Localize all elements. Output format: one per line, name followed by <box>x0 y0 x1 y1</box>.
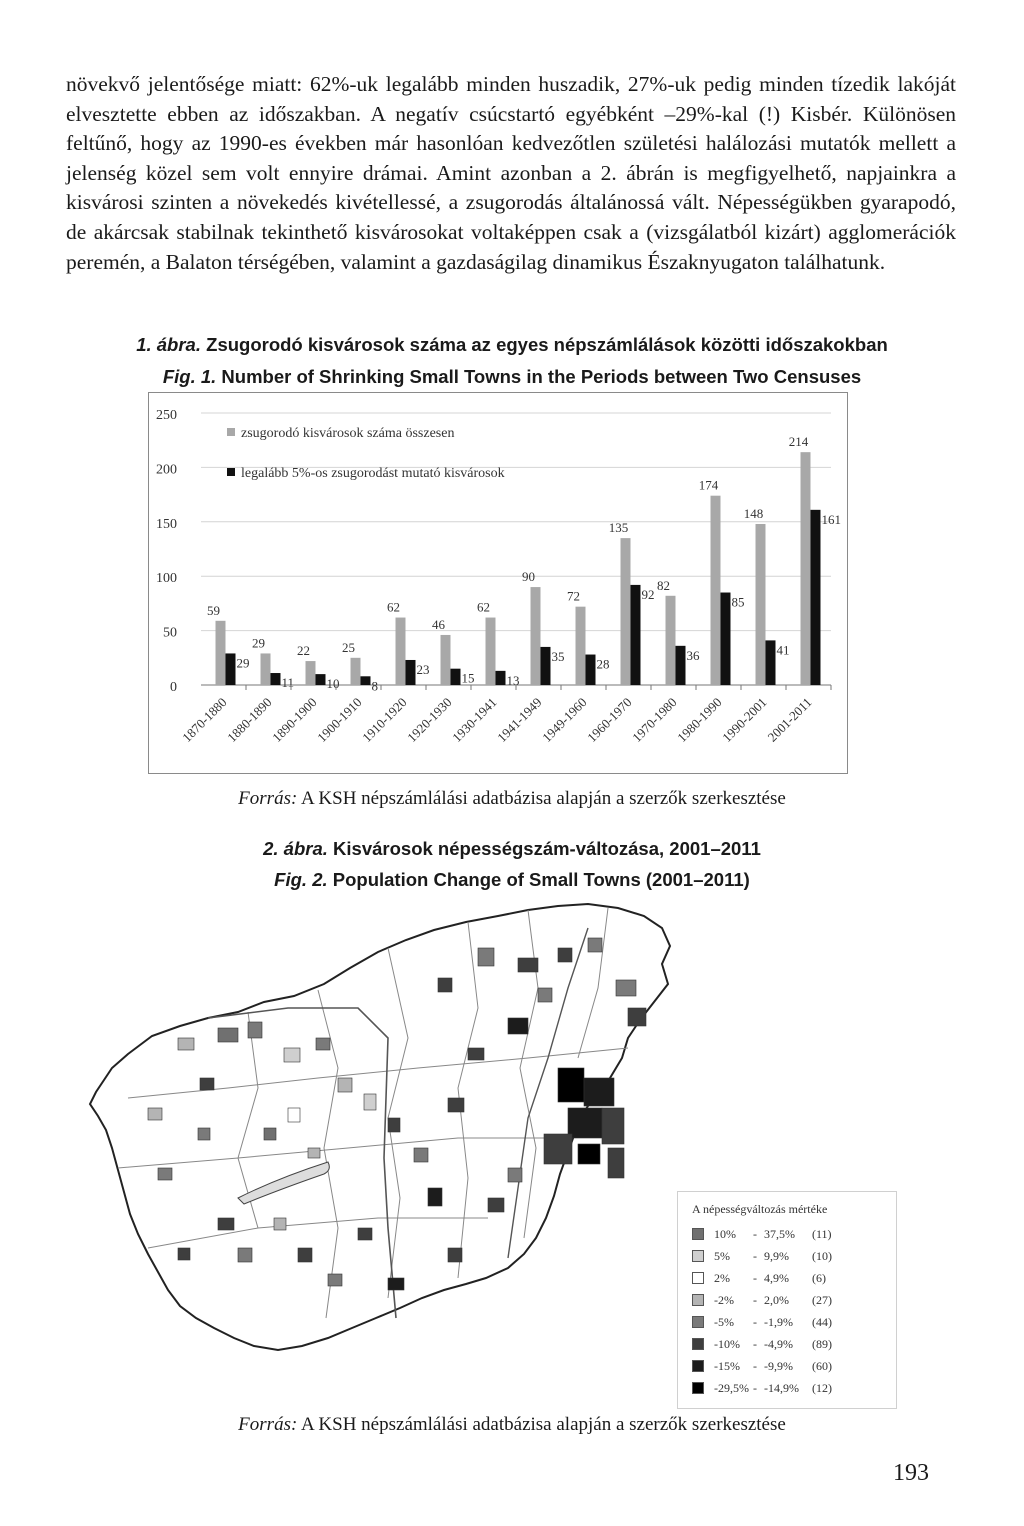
data-label: 29 <box>236 655 250 671</box>
bar <box>576 607 586 685</box>
legend-dash: - <box>753 1336 757 1351</box>
data-label: 36 <box>686 647 700 663</box>
bar <box>711 496 721 685</box>
paragraph-text: növekvő jelentősége miatt: 62%-uk legalább minden huszadik, 27%-uk pedig minden tízedik lakóját elvesztette ebben az időszakban. A negatív csúcstartó egyébként –29%-kal (!) Kisbér. Különösen feltűnő, hogy az 1990-es években már hasonlóan kedvezőtlen születési halálozási mutatók mellett a jelenség közel sem volt ennyire drámai. Amint azonban a 2. ábrán is megfigyelhető, napjainkra a kisvárosi szinten a növekedés kivétellessé, a zsugorodás általánossá vált. Népességükben gyarapodó, de akárcsak stabilnak tekinthető kisvárosokat voltaképpen csak a (vizsgálatból kizárt) agglomerációk peremén, a Balaton térségében, valamint a gazdaságilag dinamikus Északnyugaton találhatunk. <box>66 72 956 274</box>
x-tick-label: 2001-2011 <box>764 694 815 745</box>
town-area <box>298 1248 312 1262</box>
data-label: 82 <box>657 577 670 593</box>
data-label: 214 <box>788 434 809 450</box>
figure1-source-text: A KSH népszámlálási adatbázisa alapján a szerzők szerkesztése <box>301 788 786 809</box>
x-tick-label: 1920-1930 <box>404 694 455 745</box>
bar <box>271 673 281 685</box>
town-area <box>364 1094 376 1110</box>
figure2-title-hu: Kisvárosok népességszám-változása, 2001–2011 <box>333 838 761 859</box>
legend-item <box>692 1248 832 1264</box>
y-tick-label: 100 <box>156 571 177 587</box>
legend-count: (10) <box>812 1248 832 1263</box>
bar <box>441 635 451 685</box>
figure1-source <box>0 788 1024 810</box>
town-area <box>316 1038 330 1050</box>
legend-dash: - <box>753 1380 757 1395</box>
bar <box>631 585 641 685</box>
legend-item <box>692 1358 832 1374</box>
data-label: 174 <box>698 477 719 493</box>
figure1-label-en: Fig. 1. <box>162 366 217 387</box>
legend-item <box>692 1292 832 1308</box>
legend-item <box>692 1314 832 1330</box>
town-area <box>508 1018 528 1034</box>
bar <box>216 621 226 685</box>
bar <box>316 674 326 685</box>
bar-chart-svg <box>149 393 849 775</box>
bar <box>621 538 631 685</box>
town-area <box>218 1028 238 1042</box>
town-area <box>478 948 494 966</box>
bar <box>666 596 676 685</box>
data-label: 148 <box>743 505 764 521</box>
legend-item <box>692 1380 832 1396</box>
bar <box>306 661 316 685</box>
figure2-label-hu: 2. ábra. <box>263 838 328 859</box>
legend-dash: - <box>753 1226 757 1241</box>
legend-item <box>692 1336 832 1352</box>
hungary-map-svg <box>88 898 688 1438</box>
data-label: 22 <box>297 643 310 659</box>
bar <box>351 658 361 685</box>
town-area <box>178 1038 194 1050</box>
legend-from: -5% <box>714 1314 734 1329</box>
x-tick-label: 1960-1970 <box>584 694 635 745</box>
x-tick-label: 1900-1910 <box>314 694 365 745</box>
x-tick-label: 1941-1949 <box>494 694 545 745</box>
figure1-title-en: Number of Shrinking Small Towns in the Periods between Two Censuses <box>221 366 862 387</box>
x-tick-label: 1880-1890 <box>224 694 275 745</box>
legend-swatch <box>692 1250 704 1262</box>
town-area <box>538 988 552 1002</box>
legend-count: (11) <box>812 1226 832 1241</box>
x-tick-label: 1949-1960 <box>539 694 590 745</box>
town-area <box>388 1278 404 1290</box>
legend-to: -14,9% <box>764 1380 799 1395</box>
data-label: 35 <box>551 648 565 664</box>
data-label: 8 <box>371 678 378 694</box>
town-area <box>438 978 452 992</box>
figure1-title-hu: Zsugorodó kisvárosok száma az egyes népszámlálások közötti időszakokban <box>206 334 888 355</box>
town-area <box>178 1248 190 1260</box>
legend-to: -4,9% <box>764 1336 793 1351</box>
map-legend <box>677 1191 897 1409</box>
x-tick-label: 1910-1920 <box>359 694 410 745</box>
bar <box>541 647 551 685</box>
legend-from: 5% <box>714 1248 730 1263</box>
map-legend-title: A népességváltozás mértéke <box>692 1202 828 1216</box>
legend-to: 4,9% <box>764 1270 789 1285</box>
town-area <box>218 1218 234 1230</box>
y-tick-label: 150 <box>156 516 177 532</box>
bar <box>811 510 821 685</box>
data-label: 46 <box>432 616 445 632</box>
hungary-map <box>88 898 688 1438</box>
bar <box>396 618 406 685</box>
legend-label: legalább 5%-os zsugorodást mutató kisvárosok <box>241 466 505 481</box>
legend-count: (6) <box>812 1270 826 1285</box>
town-area <box>628 1008 646 1026</box>
data-label: 62 <box>477 599 490 615</box>
y-tick-label: 250 <box>156 408 177 423</box>
data-label: 59 <box>207 602 220 618</box>
figure2-title-en: Population Change of Small Towns (2001–2011) <box>332 869 750 890</box>
bar <box>586 655 596 685</box>
town-area <box>584 1078 614 1106</box>
data-label: 29 <box>252 635 265 651</box>
town-area <box>338 1078 352 1092</box>
town-area <box>448 1098 464 1112</box>
bar <box>531 587 541 685</box>
legend-to: -9,9% <box>764 1358 793 1373</box>
data-label: 62 <box>387 599 400 615</box>
data-label: 10 <box>326 676 340 692</box>
town-area <box>608 1148 624 1178</box>
data-label: 92 <box>641 586 655 602</box>
figure2-source <box>0 1414 1024 1436</box>
figure1-caption-hu <box>0 332 1024 358</box>
legend-from: 2% <box>714 1270 730 1285</box>
legend-swatch <box>692 1228 704 1240</box>
x-tick-label: 1990-2001 <box>719 694 770 745</box>
bar <box>226 653 236 685</box>
figure2-label-en: Fig. 2. <box>274 869 328 890</box>
figure2-caption-hu <box>0 836 1024 862</box>
figure2-caption-en <box>0 867 1024 893</box>
legend-swatch <box>692 1294 704 1306</box>
figure1-caption-en <box>0 364 1024 390</box>
town-area <box>358 1228 372 1240</box>
legend-from: -29,5% <box>714 1380 749 1395</box>
town-area <box>468 1048 484 1060</box>
town-area <box>148 1108 162 1120</box>
bar <box>406 660 416 685</box>
legend-swatch <box>692 1316 704 1328</box>
data-label: 161 <box>821 511 841 527</box>
town-area <box>558 1068 584 1102</box>
town-area <box>328 1274 342 1286</box>
legend-swatch <box>227 468 235 476</box>
body-paragraph <box>66 70 956 277</box>
bar <box>756 524 766 685</box>
legend-swatch <box>692 1360 704 1372</box>
town-area <box>238 1248 252 1262</box>
data-label: 28 <box>596 656 610 672</box>
data-label: 15 <box>461 670 475 686</box>
town-area <box>200 1078 214 1090</box>
town-area <box>588 938 602 952</box>
x-tick-label: 1970-1980 <box>629 694 680 745</box>
town-area <box>518 958 538 972</box>
bar <box>766 640 776 685</box>
legend-item <box>692 1226 832 1242</box>
legend-swatch <box>692 1382 704 1394</box>
legend-count: (44) <box>812 1314 832 1329</box>
x-tick-label: 1930-1941 <box>449 694 500 745</box>
legend-count: (27) <box>812 1292 832 1307</box>
data-label: 72 <box>567 588 580 604</box>
figure2-source-text: A KSH népszámlálási adatbázisa alapján a szerzők szerkesztése <box>301 1414 786 1435</box>
town-area <box>568 1108 602 1138</box>
legend-dash: - <box>753 1270 757 1285</box>
data-label: 85 <box>731 594 745 610</box>
town-area <box>544 1134 572 1164</box>
town-area <box>264 1128 276 1140</box>
x-tick-label: 1980-1990 <box>674 694 725 745</box>
legend-to: 37,5% <box>764 1226 795 1241</box>
bar <box>496 671 506 685</box>
bar <box>451 669 461 685</box>
data-label: 25 <box>342 639 355 655</box>
town-area <box>508 1168 522 1182</box>
legend-from: -15% <box>714 1358 740 1373</box>
town-area <box>414 1148 428 1162</box>
y-tick-label: 50 <box>163 625 177 641</box>
figure2-source-label: Forrás: <box>238 1414 298 1435</box>
legend-to: 2,0% <box>764 1292 789 1307</box>
data-label: 13 <box>506 672 520 688</box>
bar <box>676 646 686 685</box>
legend-from: -10% <box>714 1336 740 1351</box>
legend-label: zsugorodó kisvárosok száma összesen <box>241 426 455 441</box>
town-area <box>616 980 636 996</box>
data-label: 90 <box>522 569 535 585</box>
legend-to: -1,9% <box>764 1314 793 1329</box>
bar <box>721 593 731 685</box>
town-area <box>248 1022 262 1038</box>
page-number: 193 <box>893 1460 929 1486</box>
town-area <box>308 1148 320 1158</box>
data-label: 11 <box>281 675 295 691</box>
bar-chart <box>148 392 848 774</box>
bar <box>486 618 496 685</box>
town-area <box>448 1248 462 1262</box>
town-area <box>284 1048 300 1062</box>
legend-swatch <box>227 428 235 436</box>
town-area <box>158 1168 172 1180</box>
legend-from: -2% <box>714 1292 734 1307</box>
data-label: 135 <box>608 520 629 536</box>
legend-swatch <box>692 1338 704 1350</box>
figure1-source-label: Forrás: <box>238 788 298 809</box>
legend-count: (12) <box>812 1380 832 1395</box>
town-area <box>602 1108 624 1144</box>
x-tick-label: 1870-1880 <box>179 694 230 745</box>
legend-count: (89) <box>812 1336 832 1351</box>
legend-count: (60) <box>812 1358 832 1373</box>
data-label: 41 <box>776 642 790 658</box>
town-area <box>274 1218 286 1230</box>
town-area <box>198 1128 210 1140</box>
bar <box>261 653 271 685</box>
town-area <box>558 948 572 962</box>
legend-from: 10% <box>714 1226 736 1241</box>
town-area <box>428 1188 442 1206</box>
legend-to: 9,9% <box>764 1248 789 1263</box>
bar <box>801 452 811 685</box>
legend-dash: - <box>753 1358 757 1373</box>
legend-dash: - <box>753 1314 757 1329</box>
legend-dash: - <box>753 1248 757 1263</box>
x-tick-label: 1890-1900 <box>269 694 320 745</box>
town-area <box>388 1118 400 1132</box>
data-label: 23 <box>416 661 430 677</box>
bar <box>361 676 371 685</box>
legend-dash: - <box>753 1292 757 1307</box>
legend-item <box>692 1270 826 1286</box>
legend-swatch <box>692 1272 704 1284</box>
y-tick-label: 200 <box>156 462 177 478</box>
y-tick-label: 0 <box>170 680 177 695</box>
town-area <box>288 1108 300 1122</box>
town-area <box>578 1144 600 1164</box>
town-area <box>488 1198 504 1212</box>
figure1-label-hu: 1. ábra. <box>136 334 201 355</box>
